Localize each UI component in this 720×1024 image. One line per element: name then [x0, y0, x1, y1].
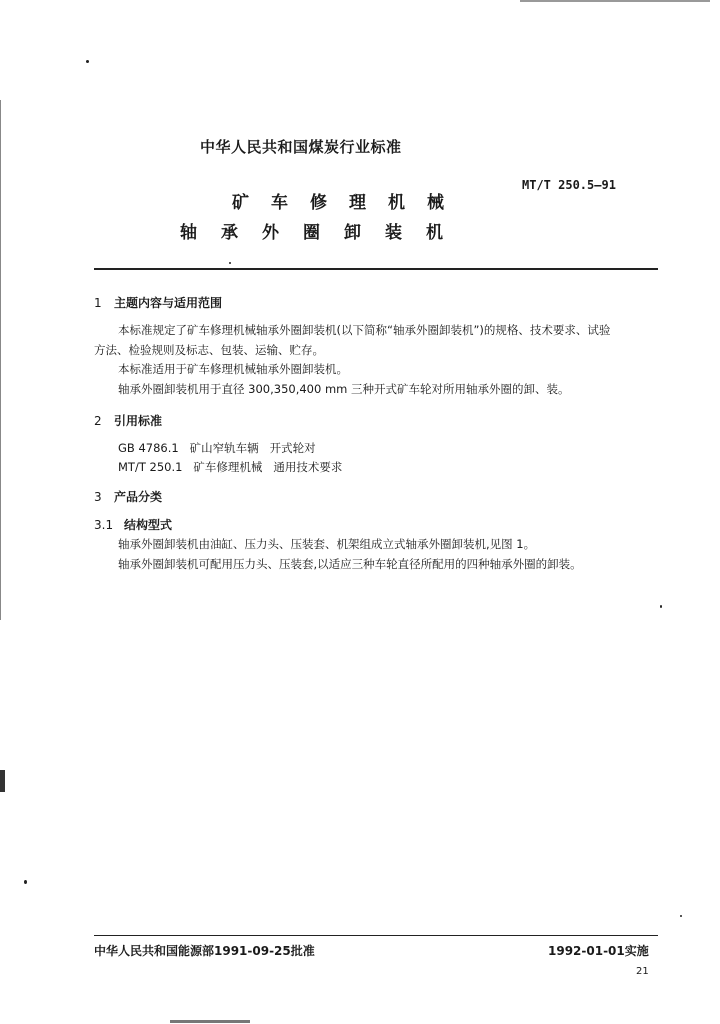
implementation-date: 1992-01-01实施 — [548, 944, 649, 958]
subsection-3-1-title: 结构型式 — [124, 518, 173, 532]
reference-1: GB 4786.1 矿山窄轨车辆 开式轮对 — [118, 441, 316, 455]
section-1-title: 主题内容与适用范围 — [114, 296, 223, 310]
scan-edge-line — [520, 0, 710, 2]
scan-edge-line — [170, 1020, 250, 1023]
binding-mark — [0, 770, 5, 792]
subsection-3-1-number: 3.1 — [94, 518, 114, 532]
section-2-title: 引用标准 — [114, 414, 163, 428]
reference-2: MT/T 250.1 矿车修理机械 通用技术要求 — [118, 460, 343, 474]
scan-speck — [24, 880, 27, 884]
section-1-paragraph-1b: 方法、检验规则及标志、包装、运输、贮存。 — [94, 343, 324, 357]
standard-number: MT/T 250.5—91 — [522, 178, 616, 192]
section-3-number: 3 — [94, 490, 102, 504]
document-issuer-title: 中华人民共和国煤炭行业标准 — [200, 138, 402, 156]
section-1-paragraph-3: 轴承外圈卸装机用于直径 300,350,400 mm 三种开式矿车轮对所用轴承外圈的卸、装。 — [118, 382, 570, 396]
section-3-paragraph-2: 轴承外圈卸装机可配用压力头、压装套,以适应三种车轮直径所配用的四种轴承外圈的卸装。 — [118, 557, 582, 571]
scan-speck — [680, 915, 682, 917]
scan-speck — [229, 262, 231, 264]
section-3-paragraph-1: 轴承外圈卸装机由油缸、压力头、压装套、机架组成立式轴承外圈卸装机,见图 1。 — [118, 537, 536, 551]
section-2-heading — [94, 412, 162, 429]
page-number: 21 — [636, 966, 649, 977]
document-title-line2: 轴承外圈卸装机 — [180, 223, 467, 243]
document-title-line1: 矿车修理机械 — [232, 193, 466, 213]
section-2-number: 2 — [94, 414, 102, 428]
scan-speck — [86, 60, 89, 63]
scan-edge-line — [0, 100, 1, 620]
header-rule — [94, 268, 658, 270]
subsection-3-1-heading — [94, 516, 172, 533]
section-1-heading — [94, 294, 222, 311]
section-1-number: 1 — [94, 296, 102, 310]
scan-speck — [660, 605, 662, 608]
section-3-heading — [94, 488, 162, 505]
section-1-paragraph-2: 本标准适用于矿车修理机械轴承外圈卸装机。 — [118, 362, 348, 376]
footer-rule — [94, 935, 658, 936]
section-1-paragraph-1a: 本标准规定了矿车修理机械轴承外圈卸装机(以下简称“轴承外圈卸装机”)的规格、技术要求、试验 — [118, 323, 611, 337]
section-3-title: 产品分类 — [114, 490, 163, 504]
approval-line: 中华人民共和国能源部1991-09-25批准 — [94, 944, 315, 958]
